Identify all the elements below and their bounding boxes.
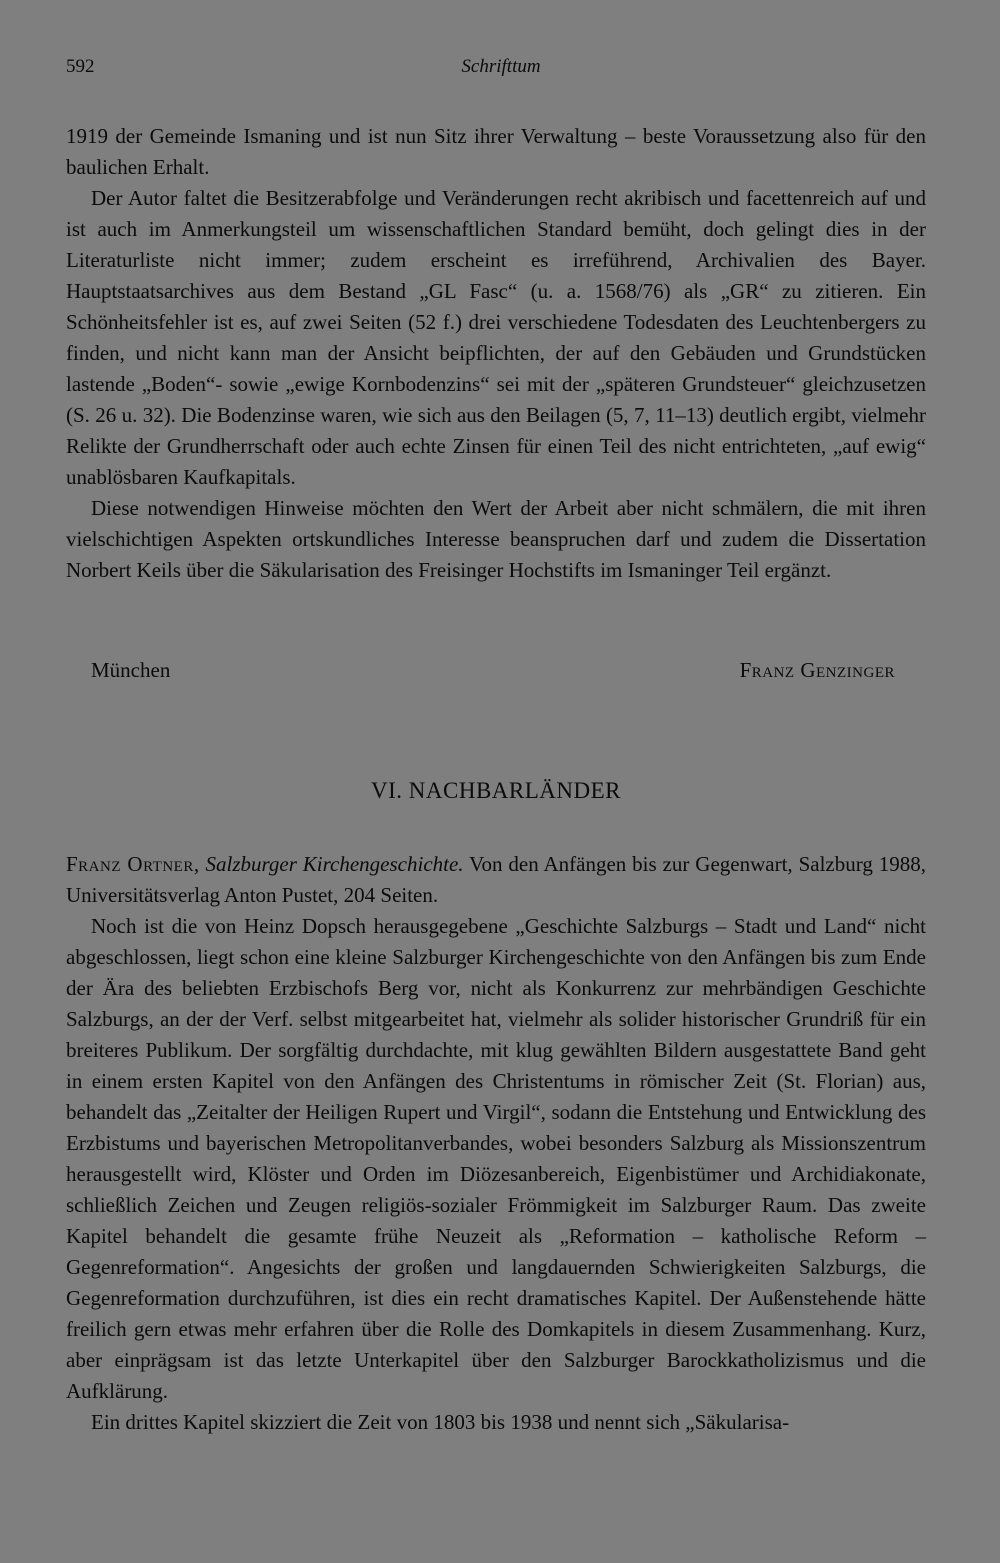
- signature-place: München: [91, 658, 171, 682]
- paragraph: Ein drittes Kapitel skizziert die Zeit von 1803 bis 1938 und nennt sich „Säkularisa-: [91, 1410, 790, 1434]
- page-header: [66, 56, 936, 84]
- review-1-body: [66, 121, 926, 586]
- book-author: Franz Ortner,: [66, 852, 200, 876]
- paragraph: Diese notwendigen Hinweise möchten den Wert der Arbeit aber nicht schmälern, die mit ihren vielschichtigen Aspekten ortskundliches Interesse beanspruchen darf und zudem die Dissertation Norbert Keils über die Säkularisation des Freisinger Hochstifts im Ismaninger Teil ergänzt.: [66, 496, 926, 582]
- book-details: Von den Anfängen bis zur Gegenwart, Salzburg 1988, Universitätsverlag Anton Pustet, 204 Seiten.: [66, 852, 926, 907]
- section-heading: VI. NACHBARLÄNDER: [371, 778, 621, 803]
- paragraph: Noch ist die von Heinz Dopsch herausgegebene „Geschichte Salzburgs – Stadt und Land“ nicht abgeschlossen, liegt schon eine kleine Salzburger Kirchengeschichte von den Anfängen bis zum Ende der Ära des beliebten Erzbischofs Berg vor, nicht als Konkurrenz zur mehrbändigen Geschichte Salzburgs, an der der Verf. selbst mitgearbeitet hat, vielmehr als solider historischer Grundriß für ein breiteres Publikum. Der sorgfältig durchdachte, mit klug gewählten Bildern ausgestattete Band geht in einem ersten Kapitel von den Anfängen des Christentums in römischer Zeit (St. Florian) aus, behandelt das „Zeitalter der Heiligen Rupert und Virgil“, sodann die Entstehung und Entwicklung des Erzbistums und bayerischen Metropolitanverbandes, wobei besonders Salzburg als Missionszentrum herausgestellt wird, Klöster und Orden im Diözesanbereich, Eigenbistümer und Archidiakonate, schließlich Zeichen und Zeugen religiös-sozialer Frömmigkeit im Salzburger Raum. Das zweite Kapitel behandelt die gesamte frühe Neuzeit als „Reformation – katholische Reform – Gegenreformation“. Angesichts der großen und langdauernden Schwierigkeiten Salzburgs, die Gegenreformation durchzuführen, ist dies ein recht dramatisches Kapitel. Der Außenstehende hätte freilich gern etwas mehr erfahren über die Rolle des Domkapitels in diesem Zusammenhang. Kurz, aber einprägsam ist das letzte Unterkapitel über den Salzburger Barockkatholizismus und die Aufklärung.: [66, 914, 926, 1403]
- book-title: Salzburger Kirchengeschichte.: [205, 852, 464, 876]
- running-head: Schrifttum: [461, 56, 541, 77]
- signature-author: Franz Genzinger: [739, 658, 895, 682]
- review-2-body: [66, 849, 926, 1438]
- page-number: 592: [66, 56, 95, 77]
- paragraph: 1919 der Gemeinde Ismaning und ist nun Sitz ihrer Verwaltung – beste Voraussetzung also für den baulichen Erhalt.: [66, 124, 926, 179]
- review-1-signature: [91, 658, 895, 689]
- bibliographic-entry: [66, 849, 926, 911]
- paragraph: Der Autor faltet die Besitzerabfolge und Veränderungen recht akribisch und facettenreich auf und ist auch im Anmerkungsteil um wissenschaftlichen Standard bemüht, doch gelingt dies in der Literaturliste nicht immer; zudem erscheint es irreführend, Archivalien des Bayer. Hauptstaatsarchives aus dem Bestand „GL Fasc“ (u. a. 1568/76) als „GR“ zu zitieren. Ein Schönheitsfehler ist es, auf zwei Seiten (52 f.) drei verschiedene Todesdaten des Leuchtenbergers zu finden, und nicht kann man der Ansicht beipflichten, der auf den Gebäuden und Grundstücken lastende „Boden“- sowie „ewige Kornbodenzins“ sei mit der „späteren Grundsteuer“ gleichzusetzen (S. 26 u. 32). Die Bodenzinse waren, wie sich aus den Beilagen (5, 7, 11–13) deutlich ergibt, vielmehr Relikte der Grundherrschaft oder auch echte Zinsen für einen Teil des nicht entrichteten, „auf ewig“ unablösbaren Kaufkapitals.: [66, 186, 926, 489]
